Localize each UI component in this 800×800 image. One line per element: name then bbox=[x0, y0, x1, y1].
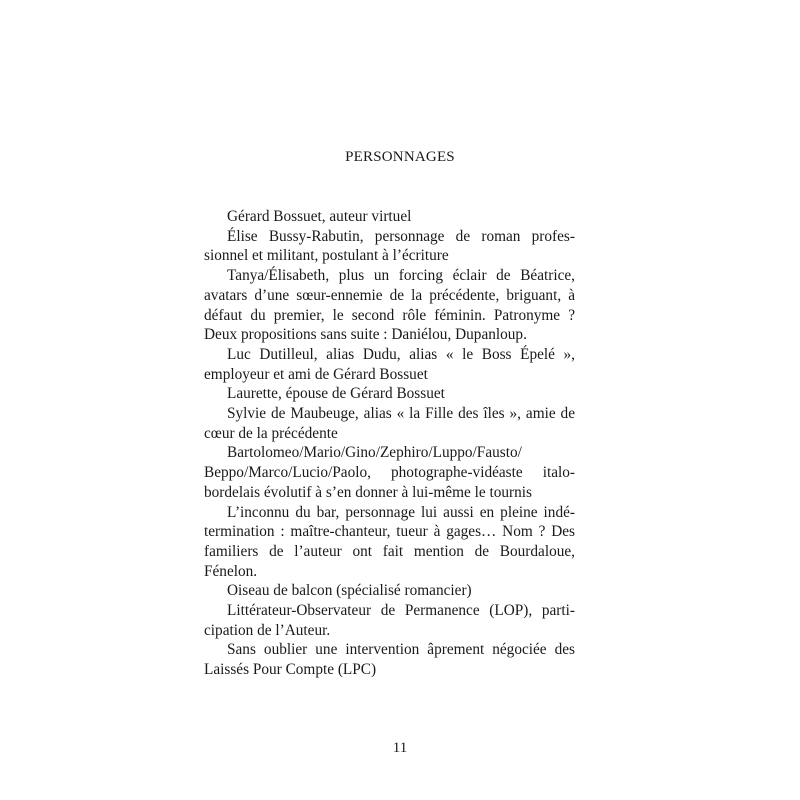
character-list bbox=[204, 207, 575, 680]
page-heading: PERSONNAGES bbox=[345, 149, 455, 165]
page-number: 11 bbox=[392, 740, 408, 756]
character-entry: Élise Bussy-Rabutin, personnage de roman professionnel et militant, postulant à l’écriture bbox=[204, 227, 575, 265]
character-entry: Luc Dutilleul, alias Dudu, alias « le Boss Épelé », employeur et ami de Gérard Bossuet bbox=[204, 345, 575, 383]
character-entry: Oiseau de balcon (spécialisé romancier) bbox=[227, 582, 472, 600]
character-entry: L’inconnu du bar, personnage lui aussi en pleine indétermination : maître-chanteur, tueur à gages… Nom ? Des familiers de l’auteur ont fait mention de Bourdaloue, Fénelon. bbox=[204, 503, 575, 580]
character-entry: Laurette, épouse de Gérard Bossuet bbox=[227, 385, 445, 403]
character-entry: Gérard Bossuet, auteur virtuel bbox=[227, 208, 412, 225]
character-entry: Sans oublier une intervention âprement négociée des Laissés Pour Compte (LPC) bbox=[204, 641, 575, 679]
character-entry: Sylvie de Maubeuge, alias « la Fille des îles », amie de cœur de la précédente bbox=[204, 405, 575, 442]
character-entry: Littérateur-Observateur de Permanence (LOP), participation de l’Auteur. bbox=[204, 602, 575, 639]
character-entry: Tanya/Élisabeth, plus un forcing éclair de Béatrice, avatars d’une sœur-ennemie de la précédente, briguant, à défaut du premier, le second rôle féminin. Patronyme ? Deux propositions sans suite : Daniélou, Dupanloup. bbox=[204, 267, 575, 344]
character-entry: Bartolomeo/Mario/Gino/Zephiro/Luppo/Fausto/​Beppo/Marco/Lucio/Paolo, photographe-vidéaste italo-bordelais évolutif à s’en donner à lui-même le tournis bbox=[204, 444, 575, 501]
